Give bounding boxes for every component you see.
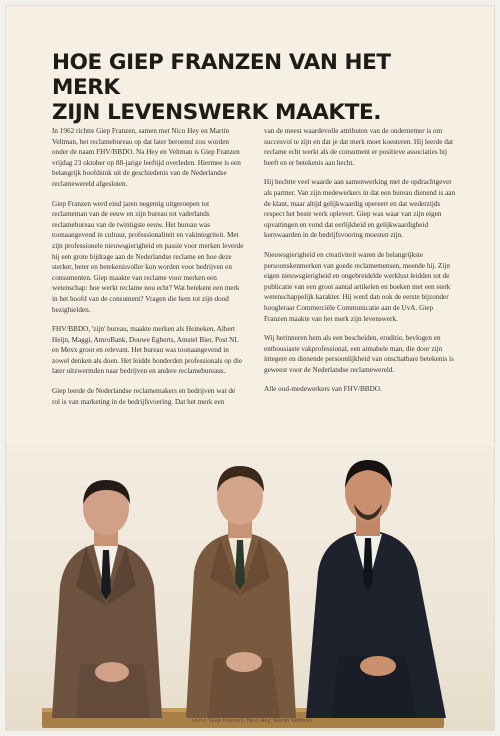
paragraph: FHV/BBDO, 'zijn' bureau, maakte merken als Heineken, Albert Heijn, Maggi, AmroBank, Douwe Egberts, Amstel Bier, Post NL en Mexx groot en relevant. Het bureau was toonaangevend in zowel denken als doen. Het leidde honderden professionals op die later uitzwermden naar bedrijven en andere reclamebureaus. xyxy=(52,325,243,376)
signature-line: Alle oud-medewerkers van FHV/BBDO. xyxy=(264,385,382,394)
page xyxy=(6,6,494,730)
headline: HOE GIEP FRANZEN VAN HET MERK ZIJN LEVENSWERK MAAKTE. xyxy=(52,50,391,125)
man-right xyxy=(306,460,446,718)
paragraph: Hij hechtte veel waarde aan samenwerking met de opdrachtgever als partner. Van zijn medewerkers in dat een bureau dienend is aan de klant, maar altijd gelijkwaardig opereert en dat wederzijds respect het beste werk oplevert. Giep was waar van zijn eigen opvattingen en vond dat eerlijkheid en gelijkwaardigheid kernwaarden in de bedrijfsvoering moesten zijn. xyxy=(264,178,456,240)
right-column xyxy=(264,126,456,416)
left-column xyxy=(52,126,244,416)
paragraph: Giep Franzen werd eind jaren negentig uitgeroepen tot reclameman van de eeuw en zijn bureau tot vaderlands reclamebureau van de twintigste eeuw. Het bureau was toonaangevend in cultuur, professionaliteit en vakintegriteit. Met zijn professionele nieuwsgierigheid en passie voor merken leverde hij een grote bijdrage aan de Nederlandse reclame en hoe deze sterker, beter en betekenisvoller kon worden voor bedrijven en consumenten. Giep maakte van reclame voor merken een wetenschap: hoe werkt reclame nou echt? Wat betekent een merk in het hoofd van de consument? Vragen die hem tot zijn dood bezighielden. xyxy=(52,199,244,314)
paragraph: Giep leerde de Nederlandse reclamemakers en bedrijven wat de rol is van marketing in de bedrijfsvoering. Dat het merk een xyxy=(52,387,236,406)
founders-illustration xyxy=(6,446,494,730)
paragraph: Wij herinneren hem als een bescheiden, eruditie, bevlogen en enthousiaste vakprofessional, een aimabele man, die door zijn integere en dienende persoonlijkheid van onschatbare betekenis is geweest voor de Nederlandse reclamewereld. xyxy=(264,334,454,374)
man-left xyxy=(52,480,162,718)
man-middle xyxy=(186,466,296,718)
paragraph: Nieuwsgierigheid en creativiteit waren de belangrijkste persoonskenmerken van goede reclamemensen, meende hij. Zijn eigen nieuwsgierigheid en ongebreidelde werklust leidden tot de publicatie van een groot aantal artikelen en boeken met een sterk wetenschappelijk karakter. Hij werd dan ook de eerste bijzonder hoogleraar Commerciële Communicatie aan de UvA. Giep Franzen maakte van het merk zijn levenswerk. xyxy=(264,250,451,323)
paragraph: In 1962 richtte Giep Franzen, samen met Nico Hey en Martin Veltman, het reclamebureau op dat later beroemd zou worden onder de naam FHV/BBDO. Na Hey en Veltman is Giep Franzen vrijdag 23 oktober op 88-jarige leeftijd overleden. Hiermee is een belangrijk hoofdstuk uit de geschiedenis van de Nederlandse reclamewereld afgesloten. xyxy=(52,127,241,188)
article-body xyxy=(52,126,456,416)
founders-photo xyxy=(6,446,494,730)
paragraph: van de meest waardevolle attributen van de ondernemer is om succesvol te zijn en dat je dat merk moet koesteren. Hij leerde dat reclame echt werkt als de consument er positieve associaties bij heeft en er betekenis aan hecht. xyxy=(264,127,453,167)
photo-caption: v.l.n.r. Giep Franzen, Nico Hey, Martin Veltman xyxy=(192,718,312,724)
